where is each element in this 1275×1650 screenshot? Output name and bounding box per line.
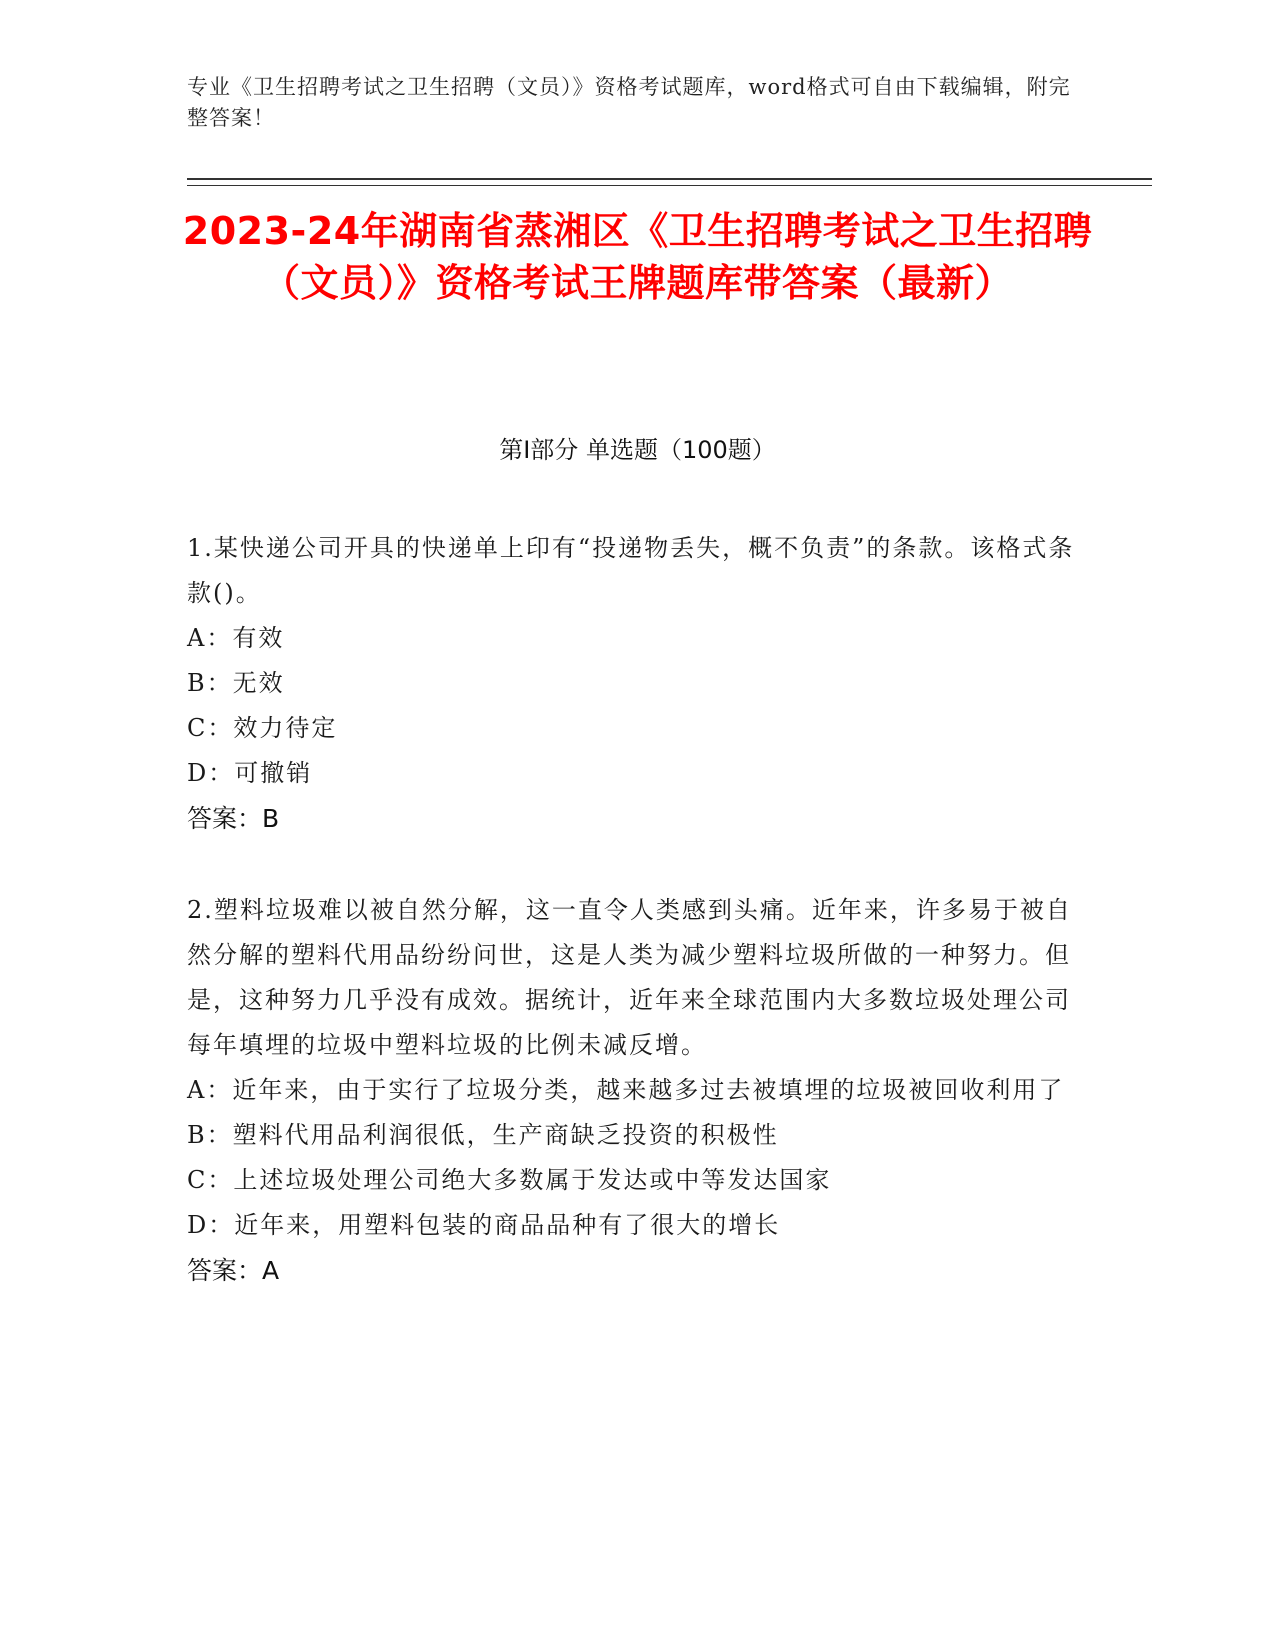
option-d: D：近年来，用塑料包装的商品品种有了很大的增长 (187, 1211, 781, 1239)
option-b: B：塑料代用品利润很低，生产商缺乏投资的积极性 (187, 1121, 779, 1149)
option-d: D：可撤销 (187, 759, 313, 787)
question-text: 2.塑料垃圾难以被自然分解，这一直令人类感到头痛。近年来，许多易于被自然分解的塑料代用品纷纷问世，这是人类为减少塑料垃圾所做的一种努力。但是，这种努力几乎没有成效。据统计，近年来全球范围内大多数垃圾处理公司每年填埋的垃圾中塑料垃圾的比例未减反增。 (187, 896, 1072, 1059)
option-b: B：无效 (187, 669, 285, 697)
option-c: C：上述垃圾处理公司绝大多数属于发达或中等发达国家 (187, 1166, 832, 1194)
answer: 答案：A (187, 1256, 280, 1285)
option-a: A：近年来，由于实行了垃圾分类，越来越多过去被填埋的垃圾被回收利用了 (187, 1076, 1065, 1104)
question-text: 1.某快递公司开具的快递单上印有“投递物丢失，概不负责”的条款。该格式条款()。 (187, 534, 1075, 607)
header-rule-thin (187, 185, 1152, 186)
section-title: 第Ⅰ部分 单选题（100题） (499, 436, 776, 464)
question-1 (187, 526, 1077, 841)
option-a: A：有效 (187, 624, 285, 652)
question-2 (187, 888, 1077, 1293)
option-c: C：效力待定 (187, 714, 338, 742)
header-note: 专业《卫生招聘考试之卫生招聘（文员）》资格考试题库，word格式可自由下载编辑，附完整答案！ (187, 75, 1071, 130)
header-rule-thick (187, 178, 1152, 180)
document-title: 2023-24年湖南省蒸湘区《卫生招聘考试之卫生招聘（文员）》资格考试王牌题库带答案（最新） (182, 209, 1093, 305)
answer: 答案：B (187, 804, 280, 833)
